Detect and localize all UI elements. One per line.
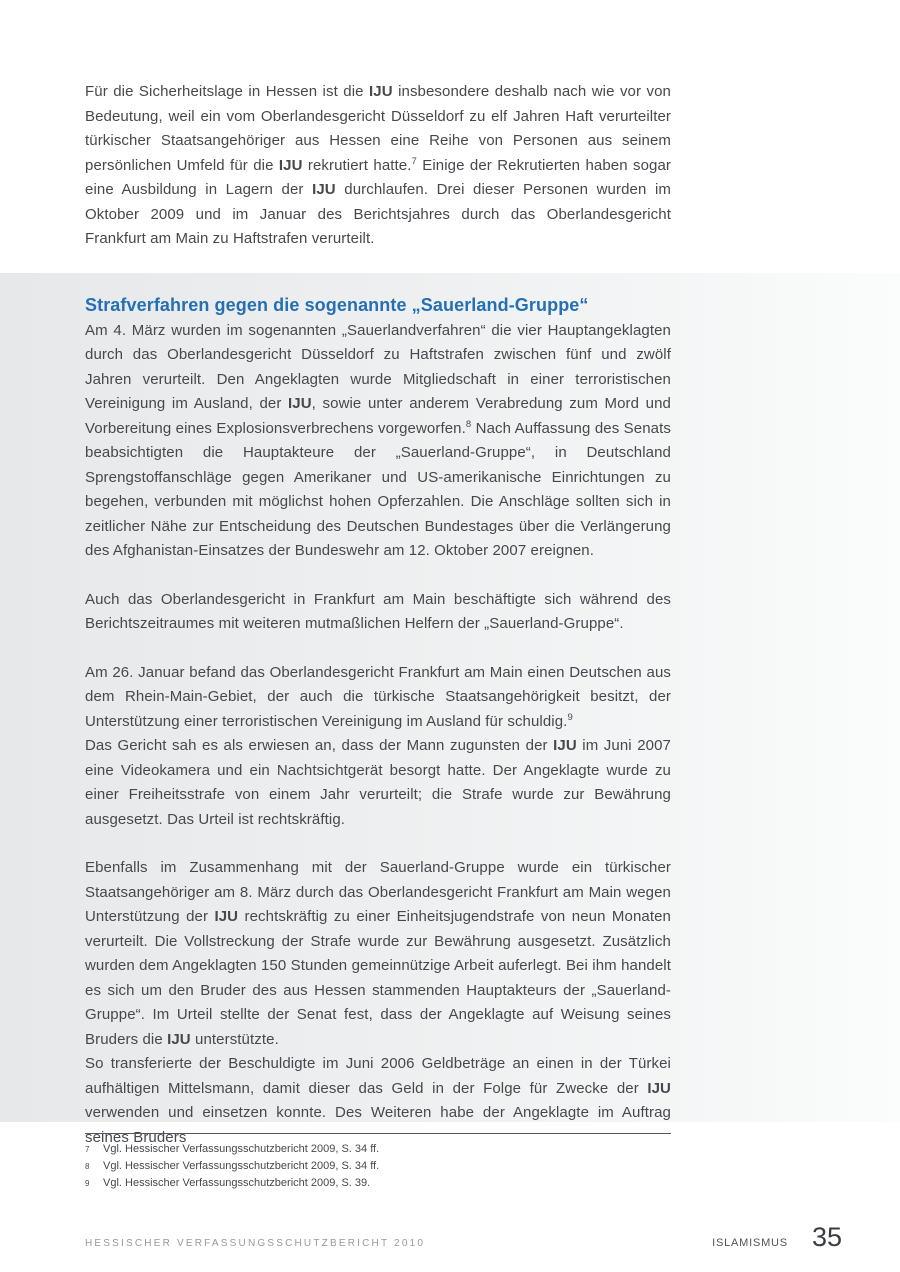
page-footer — [85, 1222, 842, 1253]
section-paragraph: So transferierte der Beschuldigte im Juni 2006 Geldbeträge an einen in der Türkei aufhältigen Mittelsmann, damit dieser das Geld in der Folge für Zwecke der IJU verwenden und einsetzen konnte. Des Weiteren habe der Angeklagte im Auftrag seines Bruders — [85, 1055, 671, 1146]
footnote-text: Vgl. Hessischer Verfassungsschutzbericht 2009, S. 39. — [103, 1177, 371, 1189]
footnote-divider — [85, 1133, 671, 1134]
footnote-number: 8 — [85, 1162, 90, 1171]
footnote-text: Vgl. Hessischer Verfassungsschutzbericht 2009, S. 34 ff. — [103, 1143, 380, 1155]
footnote-text: Vgl. Hessischer Verfassungsschutzbericht 2009, S. 34 ff. — [103, 1160, 380, 1172]
footer-report-title: HESSISCHER VERFASSUNGSSCHUTZBERICHT 2010 — [85, 1238, 426, 1249]
footnote — [85, 1141, 671, 1158]
section-paragraph: Auch das Oberlandesgericht in Frankfurt am Main beschäftigte sich während des Berichtszeitraumes mit weiteren mutmaßlichen Helfern der „Sauerland-Gruppe“. — [85, 590, 671, 632]
footnote — [85, 1175, 671, 1192]
footer-right-group — [712, 1222, 842, 1253]
section-heading: Strafverfahren gegen die sogenannte „Sauerland-Gruppe“ — [85, 294, 589, 315]
section-paragraph: Ebenfalls im Zusammenhang mit der Sauerland-Gruppe wurde ein türkischer Staatsangehöriger am 8. März durch das Oberlandesgericht Frankfurt am Main wegen Unterstützung der IJU rechtskräftig zu einer Einheitsjugendstrafe von neun Monaten verurteilt. Die Vollstreckung der Strafe wurde zur Bewährung ausgesetzt. Zusätzlich wurden dem Angeklagten 150 Stunden gemeinnützige Arbeit auferlegt. Bei ihm handelt es sich um den Bruder des aus Hessen stammenden Hauptakteurs der „Sauerland-Gruppe“. Im Urteil stellte der Senat fest, dass der Angeklagte auf Weisung seines Bruders die IJU unterstützte. — [85, 859, 671, 1048]
page-number: 35 — [811, 1222, 842, 1252]
section-paragraph: Am 26. Januar befand das Oberlandesgericht Frankfurt am Main einen Deutschen aus dem Rhein-Main-Gebiet, der auch die türkische Staatsangehörigkeit besitzt, der Unterstützung einer terroristischen Vereinigung im Ausland für schuldig.$^9$ — [85, 663, 671, 730]
page-content — [85, 0, 671, 1150]
footnotes-block — [85, 1133, 671, 1192]
footnote-number: 7 — [85, 1145, 90, 1154]
footer-section-label: ISLAMISMUS — [712, 1237, 788, 1249]
footnote-number: 9 — [85, 1179, 90, 1188]
footnote — [85, 1158, 671, 1175]
section-paragraph: Das Gericht sah es als erwiesen an, dass der Mann zugunsten der IJU im Juni 2007 eine Videokamera und ein Nachtsichtgerät besorgt hatte. Der Angeklagte wurde zu einer Freiheitsstrafe von einem Jahr verurteilt; die Strafe wurde zur Bewährung ausgesetzt. Das Urteil ist rechtskräftig. — [85, 737, 671, 828]
intro-paragraph: Für die Sicherheitslage in Hessen ist die IJU insbesondere deshalb nach wie vor von Bedeutung, weil ein vom Oberlandesgericht Düsseldorf zu elf Jahren Haft verurteilter türkischer Staatsangehöriger aus Hessen eine Reihe von Personen aus seinem persönlichen Umfeld für die IJU rekrutiert hatte.$^7$ Einige der Rekrutierten haben sogar eine Ausbildung in Lagern der IJU durchlaufen. Drei dieser Personen wurden im Oktober 2009 und im Januar des Berichtsjahres durch das Oberlandesgericht Frankfurt am Main zu Haftstrafen verurteilt. — [85, 83, 672, 247]
section-paragraph: Am 4. März wurden im sogenannten „Sauerlandverfahren“ die vier Hauptangeklagten durch das Oberlandesgericht Düsseldorf zu Haftstrafen zwischen fünf und zwölf Jahren verurteilt. Den Angeklagten wurde Mitgliedschaft in einer terroristischen Vereinigung im Ausland, der IJU, sowie unter anderem Verabredung zum Mord und Vorbereitung eines Explosionsverbrechens vorgeworfen.$^8$ Nach Auffassung des Senats beabsichtigten die Hauptakteure der „Sauerland-Gruppe“, in Deutschland Sprengstoffanschläge gegen Amerikaner und US-amerikanische Einrichtungen zu begehen, verbunden mit möglichst hohen Opferzahlen. Die Anschläge sollten sich in zeitlicher Nähe zur Entscheidung des Deutschen Bundestages über die Verlängerung des Afghanistan-Einsatzes der Bundeswehr am 12. Oktober 2007 ereignen. — [85, 321, 671, 559]
